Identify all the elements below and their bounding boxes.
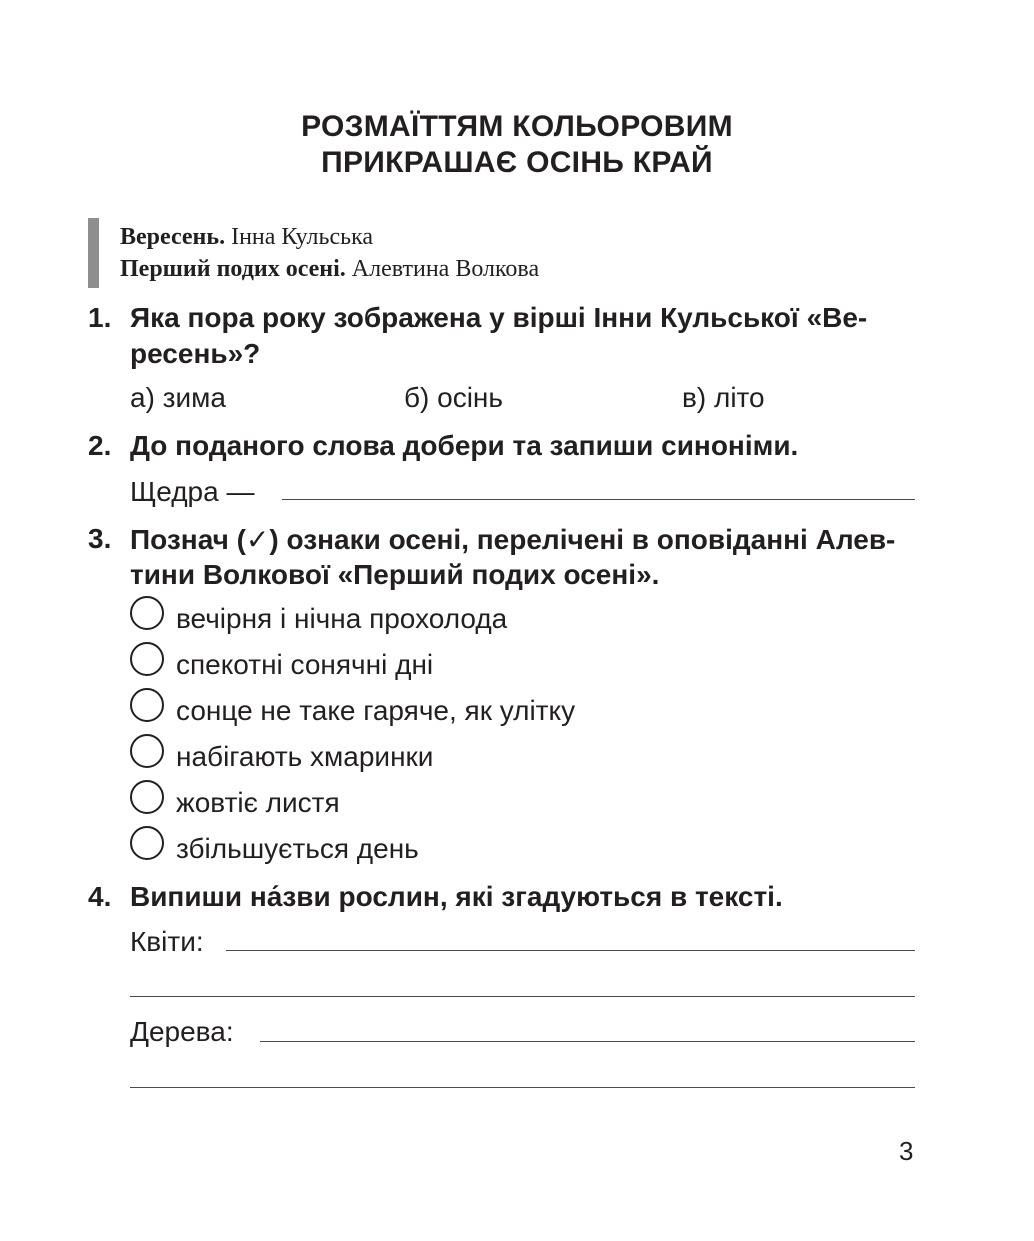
question-1-option-c[interactable]: в) літо (682, 382, 765, 413)
source-line-1 (120, 224, 373, 251)
question-3-checkbox-3[interactable] (130, 688, 164, 722)
question-3-checkbox-4[interactable] (130, 734, 164, 768)
question-3-checkbox-6[interactable] (130, 826, 164, 860)
question-1-text-line-1: Яка пора року зображена у вірші Інни Кульської «Ве- (130, 302, 868, 333)
question-4-text: Випиши на́зви рослин, які згадуються в тексті. (130, 881, 783, 912)
question-3-option-3: сонце не таке гаряче, як улітку (176, 695, 576, 726)
question-4-field-1-answer-line-2[interactable] (130, 996, 915, 997)
source-author-1: Інна Кульська (231, 224, 374, 250)
question-4-field-2-answer-line[interactable] (260, 1041, 915, 1042)
question-4-field-2-label: Дерева: (130, 1016, 234, 1047)
question-3-option-5: жовтіє листя (176, 787, 340, 818)
question-3-number: 3. (88, 523, 112, 554)
question-2-answer-line[interactable] (282, 499, 915, 500)
question-4-number: 4. (88, 881, 112, 912)
source-work-2: Перший подих осені. (120, 256, 346, 282)
source-author-2: Алевтина Волкова (351, 256, 540, 282)
question-2-field-label: Щедра — (130, 476, 255, 507)
source-work-1: Вересень. (120, 224, 226, 250)
question-1-option-a[interactable]: а) зима (130, 382, 226, 413)
question-2-text: До поданого слова добери та запиши синоніми. (130, 430, 799, 461)
question-1-number: 1. (88, 302, 112, 333)
source-line-2 (120, 256, 539, 283)
question-4-field-2-answer-line-2[interactable] (130, 1087, 915, 1088)
page-number: 3 (899, 1136, 914, 1166)
question-3-option-4: набігають хмаринки (176, 741, 434, 772)
question-3-text-line-2: тини Волкової «Перший подих осені». (130, 559, 660, 590)
question-3-checkbox-5[interactable] (130, 780, 164, 814)
question-3-text-line-1: Познач (✓) ознаки осені, перелічені в оповіданні Алев- (130, 524, 896, 555)
question-3-option-2: спекотні сонячні дні (176, 649, 434, 680)
page-title-line-2: ПРИКРАШАЄ ОСІНЬ КРАЙ (321, 146, 713, 179)
source-accent-bar (88, 218, 99, 288)
question-3-checkbox-2[interactable] (130, 642, 164, 676)
question-4-field-1-label: Квіти: (130, 926, 204, 957)
question-3-checkbox-1[interactable] (130, 596, 164, 630)
question-2-number: 2. (88, 430, 112, 461)
question-1-text-line-2: ресень»? (130, 338, 261, 369)
question-1-option-b[interactable]: б) осінь (404, 382, 503, 413)
page-title-line-1: РОЗМАЇТТЯМ КОЛЬОРОВИМ (301, 110, 733, 143)
question-3-option-1: вечірня і нічна прохолода (176, 603, 508, 634)
question-4-field-1-answer-line[interactable] (226, 950, 915, 951)
question-3-option-6: збільшується день (176, 833, 419, 864)
